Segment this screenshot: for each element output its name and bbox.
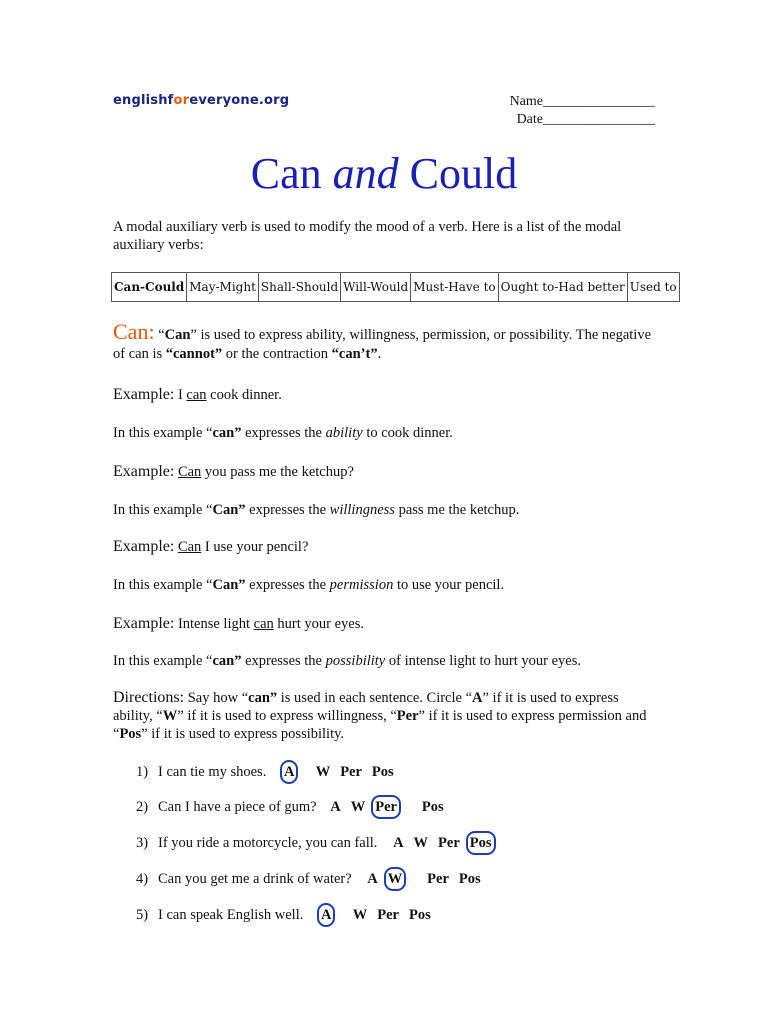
modal-cell: Ought to-Had better	[498, 273, 627, 302]
example-text: cook dinner.	[206, 387, 282, 403]
can-heading: Can:	[113, 319, 155, 344]
title-left: Can	[250, 149, 333, 198]
directions-bold: Pos	[119, 726, 142, 742]
explanation-italic: willingness	[329, 502, 395, 518]
can-text: ” is used to express ability, willingness, permission, or possibility. The negative of can is	[113, 327, 652, 362]
site-logo	[113, 93, 289, 108]
name-date-block	[510, 93, 655, 129]
example-4	[113, 615, 658, 633]
explanation-text: to use your pencil.	[393, 577, 505, 593]
option-pos[interactable]: Pos	[421, 799, 444, 815]
example-label: Example:	[113, 538, 175, 555]
logo-part-3: everyone.org	[189, 93, 290, 108]
explanation-text: of intense light to hurt your eyes.	[385, 653, 581, 669]
directions-bold: Per	[396, 708, 419, 724]
question-1	[136, 763, 404, 781]
example-3	[113, 538, 658, 556]
example-text: I	[174, 387, 187, 403]
question-text: If you ride a motorcycle, you can fall.	[158, 835, 378, 851]
can-text: .	[377, 346, 382, 362]
explanation-text: In this example “	[113, 425, 213, 441]
question-4	[136, 870, 491, 888]
question-number: 4)	[136, 871, 149, 887]
can-text: “	[154, 327, 165, 343]
option-w[interactable]: W	[350, 799, 366, 815]
question-number: 2)	[136, 799, 149, 815]
example-underlined: Can	[177, 539, 202, 555]
option-w[interactable]: W	[352, 907, 368, 923]
answer-options	[330, 799, 453, 815]
option-w[interactable]: W	[315, 764, 331, 780]
modal-cell: Shall-Should	[258, 273, 340, 302]
option-per[interactable]: Per	[377, 907, 399, 923]
explanation-bold: Can”	[212, 577, 246, 593]
option-pos[interactable]: Pos	[408, 907, 431, 923]
option-per[interactable]: Per	[427, 871, 449, 887]
explanation-text: In this example “	[113, 653, 213, 669]
directions-bold: W	[162, 708, 178, 724]
explanation-italic: ability	[325, 425, 363, 441]
can-section	[113, 319, 658, 364]
title-right: Could	[398, 149, 518, 198]
explanation-bold: can”	[212, 653, 242, 669]
answer-options	[284, 764, 404, 780]
example-text: I use your pencil?	[201, 539, 309, 555]
modal-cell: Must-Have to	[411, 273, 498, 302]
directions-text: ” if it is used to express willingness, “	[177, 708, 397, 724]
explanation-text: to cook dinner.	[362, 425, 453, 441]
explanation-text: expresses the	[245, 577, 330, 593]
example-label: Example:	[113, 463, 175, 480]
option-w-circled[interactable]: W	[384, 867, 407, 891]
date-line[interactable]: Date________________	[516, 112, 655, 127]
explanation-text: pass me the ketchup.	[394, 502, 520, 518]
logo-part-1: englishf	[113, 93, 174, 108]
directions	[113, 689, 658, 743]
option-w[interactable]: W	[413, 835, 429, 851]
directions-text: Say how “	[184, 690, 249, 706]
option-pos-circled[interactable]: Pos	[466, 831, 496, 855]
explanation-2	[113, 501, 658, 519]
directions-text: ” if it is used to express ability, “	[113, 690, 619, 724]
option-per-circled[interactable]: Per	[371, 795, 401, 819]
cant-bold: “can’t”	[331, 346, 378, 362]
example-text: you pass me the ketchup?	[201, 464, 354, 480]
title-middle: and	[332, 149, 399, 198]
explanation-italic: possibility	[325, 653, 386, 669]
option-per[interactable]: Per	[438, 835, 460, 851]
example-underlined: can	[186, 387, 207, 403]
example-underlined: can	[253, 616, 274, 632]
explanation-4	[113, 652, 658, 670]
option-a[interactable]: A	[367, 871, 378, 887]
directions-text: ” if it is used to express permission and “	[113, 708, 647, 742]
modal-cell: Used to	[627, 273, 679, 302]
answer-options	[393, 835, 505, 851]
directions-bold: can”	[248, 690, 278, 706]
question-text: Can I have a piece of gum?	[158, 799, 317, 815]
can-text: or the contraction	[222, 346, 332, 362]
name-line[interactable]: Name________________	[509, 94, 655, 109]
explanation-text: expresses the	[241, 425, 326, 441]
explanation-text: expresses the	[241, 653, 326, 669]
explanation-text: In this example “	[113, 502, 213, 518]
option-a-circled[interactable]: A	[317, 903, 335, 927]
question-3	[136, 834, 506, 852]
example-1	[113, 386, 658, 404]
question-number: 1)	[136, 764, 149, 780]
explanation-text: expresses the	[245, 502, 330, 518]
explanation-bold: Can”	[212, 502, 246, 518]
cannot-bold: “cannot”	[165, 346, 223, 362]
question-text: I can speak English well.	[158, 907, 304, 923]
example-text: Intense light	[174, 616, 254, 632]
question-text: I can tie my shoes.	[158, 764, 267, 780]
option-per[interactable]: Per	[340, 764, 362, 780]
question-5	[136, 906, 441, 924]
modal-verbs-table	[111, 272, 680, 302]
example-2	[113, 463, 658, 481]
explanation-text: In this example “	[113, 577, 213, 593]
page-title	[0, 148, 768, 199]
explanation-italic: permission	[329, 577, 394, 593]
question-number: 5)	[136, 907, 149, 923]
modal-cell: Will-Would	[341, 273, 411, 302]
directions-bold: A	[472, 690, 483, 706]
option-pos[interactable]: Pos	[458, 871, 481, 887]
directions-text: ” if it is used to express possibility.	[141, 726, 345, 742]
question-number: 3)	[136, 835, 149, 851]
logo-part-2: or	[173, 93, 190, 108]
directions-text: is used in each sentence. Circle “	[277, 690, 473, 706]
example-label: Example:	[113, 615, 175, 632]
directions-label: Directions:	[113, 689, 185, 706]
can-bold: Can	[164, 327, 191, 343]
explanation-bold: can”	[212, 425, 242, 441]
modal-verbs-row	[112, 273, 680, 302]
example-underlined: Can	[177, 464, 202, 480]
explanation-1	[113, 424, 658, 442]
intro-paragraph: A modal auxiliary verb is used to modify the mood of a verb. Here is a list of the modal auxiliary verbs:	[113, 219, 622, 253]
answer-options	[321, 907, 441, 923]
question-text: Can you get me a drink of water?	[158, 871, 352, 887]
explanation-3	[113, 576, 658, 594]
option-pos[interactable]: Pos	[371, 764, 394, 780]
option-a[interactable]: A	[330, 799, 341, 815]
answer-options	[367, 871, 490, 887]
example-text: hurt your eyes.	[273, 616, 364, 632]
modal-cell: May-Might	[187, 273, 259, 302]
option-a[interactable]: A	[393, 835, 404, 851]
modal-cell: Can-Could	[112, 273, 187, 302]
question-2	[136, 798, 454, 816]
option-a-circled[interactable]: A	[280, 760, 298, 784]
example-label: Example:	[113, 386, 175, 403]
